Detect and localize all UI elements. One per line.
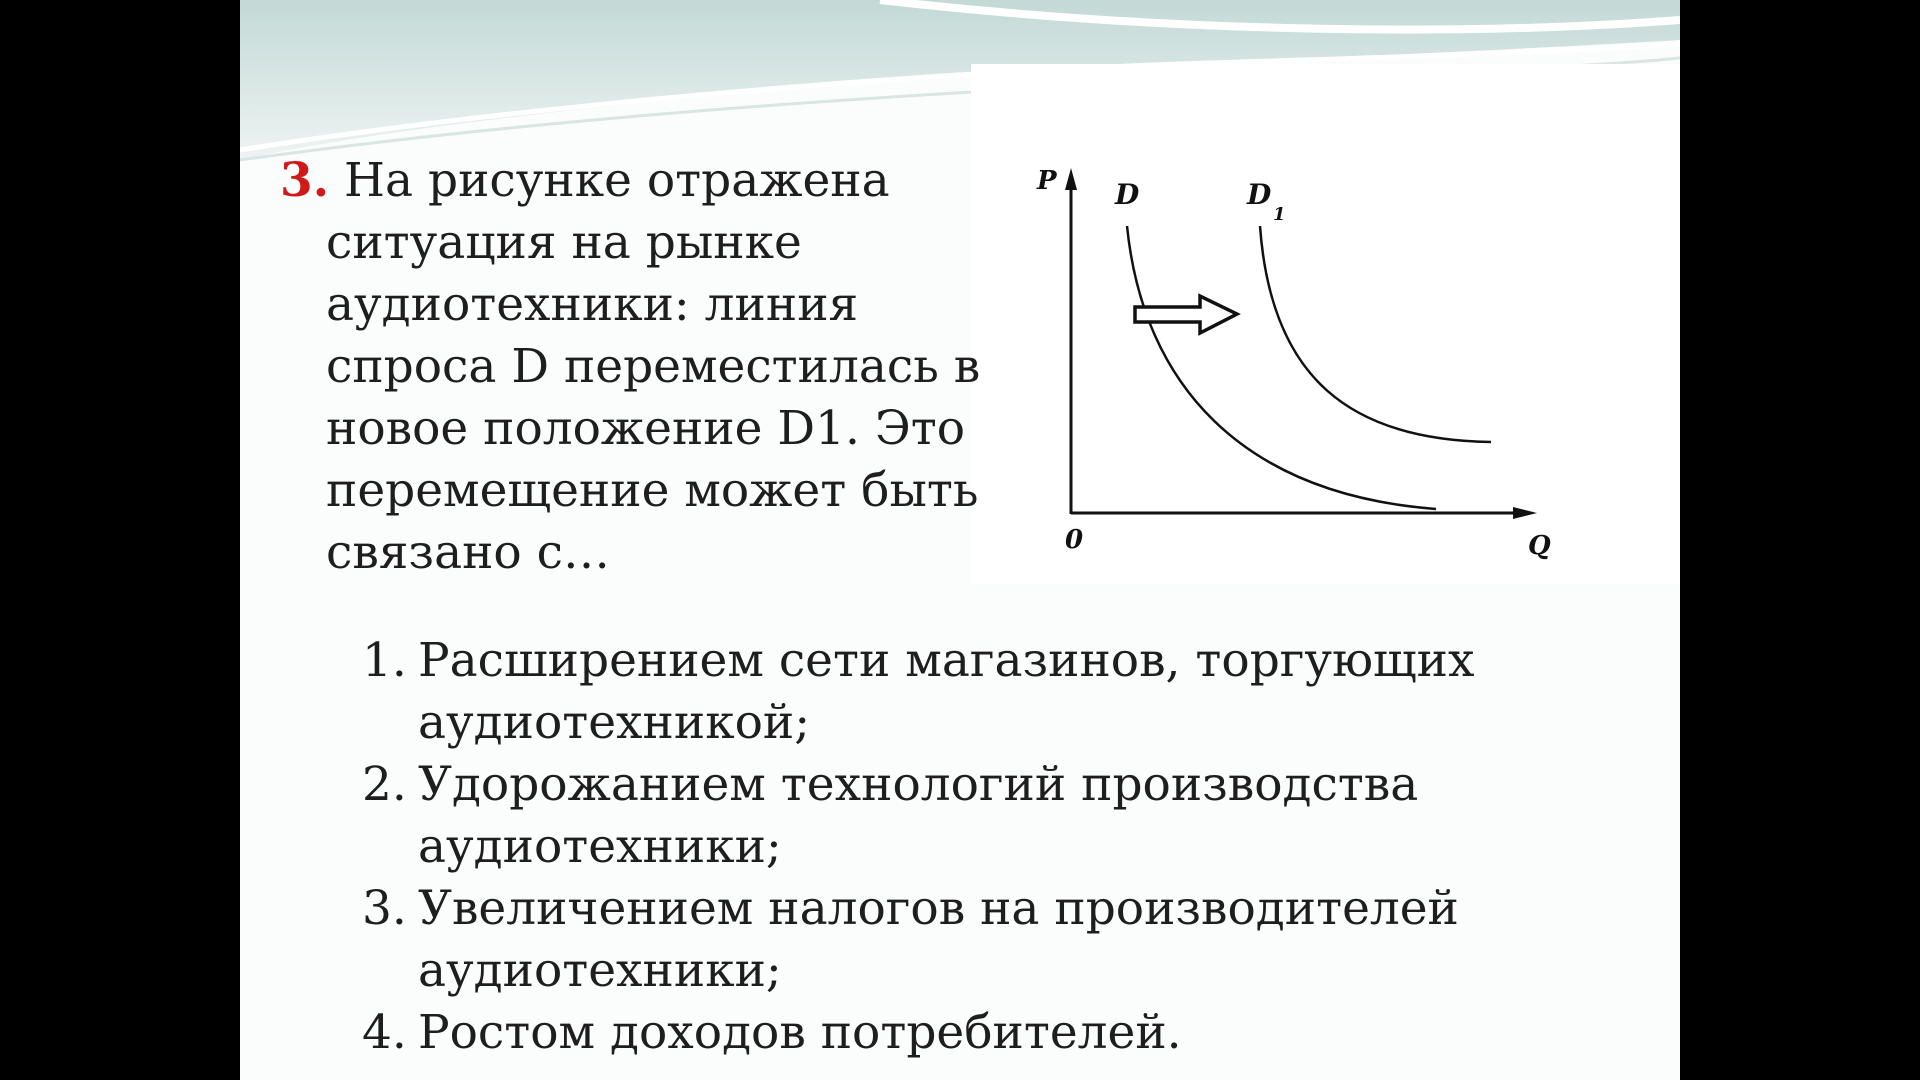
curve-d-label: D [1115,178,1140,211]
question-line-5: новое положение D1. Это [326,401,966,456]
y-axis-arrowhead [1065,168,1077,190]
question-number: 3. [280,153,330,208]
curve-d1-subscript: 1 [1273,204,1286,225]
x-axis-arrowhead [1513,507,1537,519]
answer-option-4 [362,1002,1562,1064]
question-text [280,150,1000,584]
question-line-1 [280,150,1000,212]
x-axis-label: Q [1528,531,1551,561]
answer-text: аудиотехники; [418,819,782,874]
answer-option-1 [362,630,1562,754]
origin-label: 0 [1065,525,1084,555]
question-line-2: ситуация на рынке [326,215,802,270]
demand-curve-d [1127,226,1436,509]
answer-option-2 [362,754,1562,878]
answer-number: 4. [362,1005,407,1060]
answer-list [362,630,1562,1064]
answer-text: Увеличением налогов на производителей [418,881,1459,936]
question-line-4: спроса D переместилась в [326,339,981,394]
answer-text: аудиотехникой; [418,695,811,750]
answer-number: 3. [362,881,407,936]
answer-text: Удорожанием технологий производства [418,757,1419,812]
answer-number: 1. [362,633,407,688]
answer-text: аудиотехники; [418,943,782,998]
question-line-6: перемещение может быть [326,463,979,518]
demand-shift-figure [971,64,1680,584]
question-line-7: связано с… [326,525,610,580]
question-line-3: аудиотехники: линия [326,277,859,332]
answer-number: 2. [362,757,407,812]
y-axis-label: P [1037,166,1057,196]
curve-d1-label: D [1247,178,1272,211]
demand-curve-d1 [1260,226,1491,442]
question-line-1-text: На рисунке отражена [344,153,890,208]
answer-text: Ростом доходов потребителей. [418,1005,1182,1060]
answer-text: Расширением сети магазинов, торгующих [418,633,1475,688]
answer-option-3 [362,878,1562,1002]
slide [240,0,1680,1080]
